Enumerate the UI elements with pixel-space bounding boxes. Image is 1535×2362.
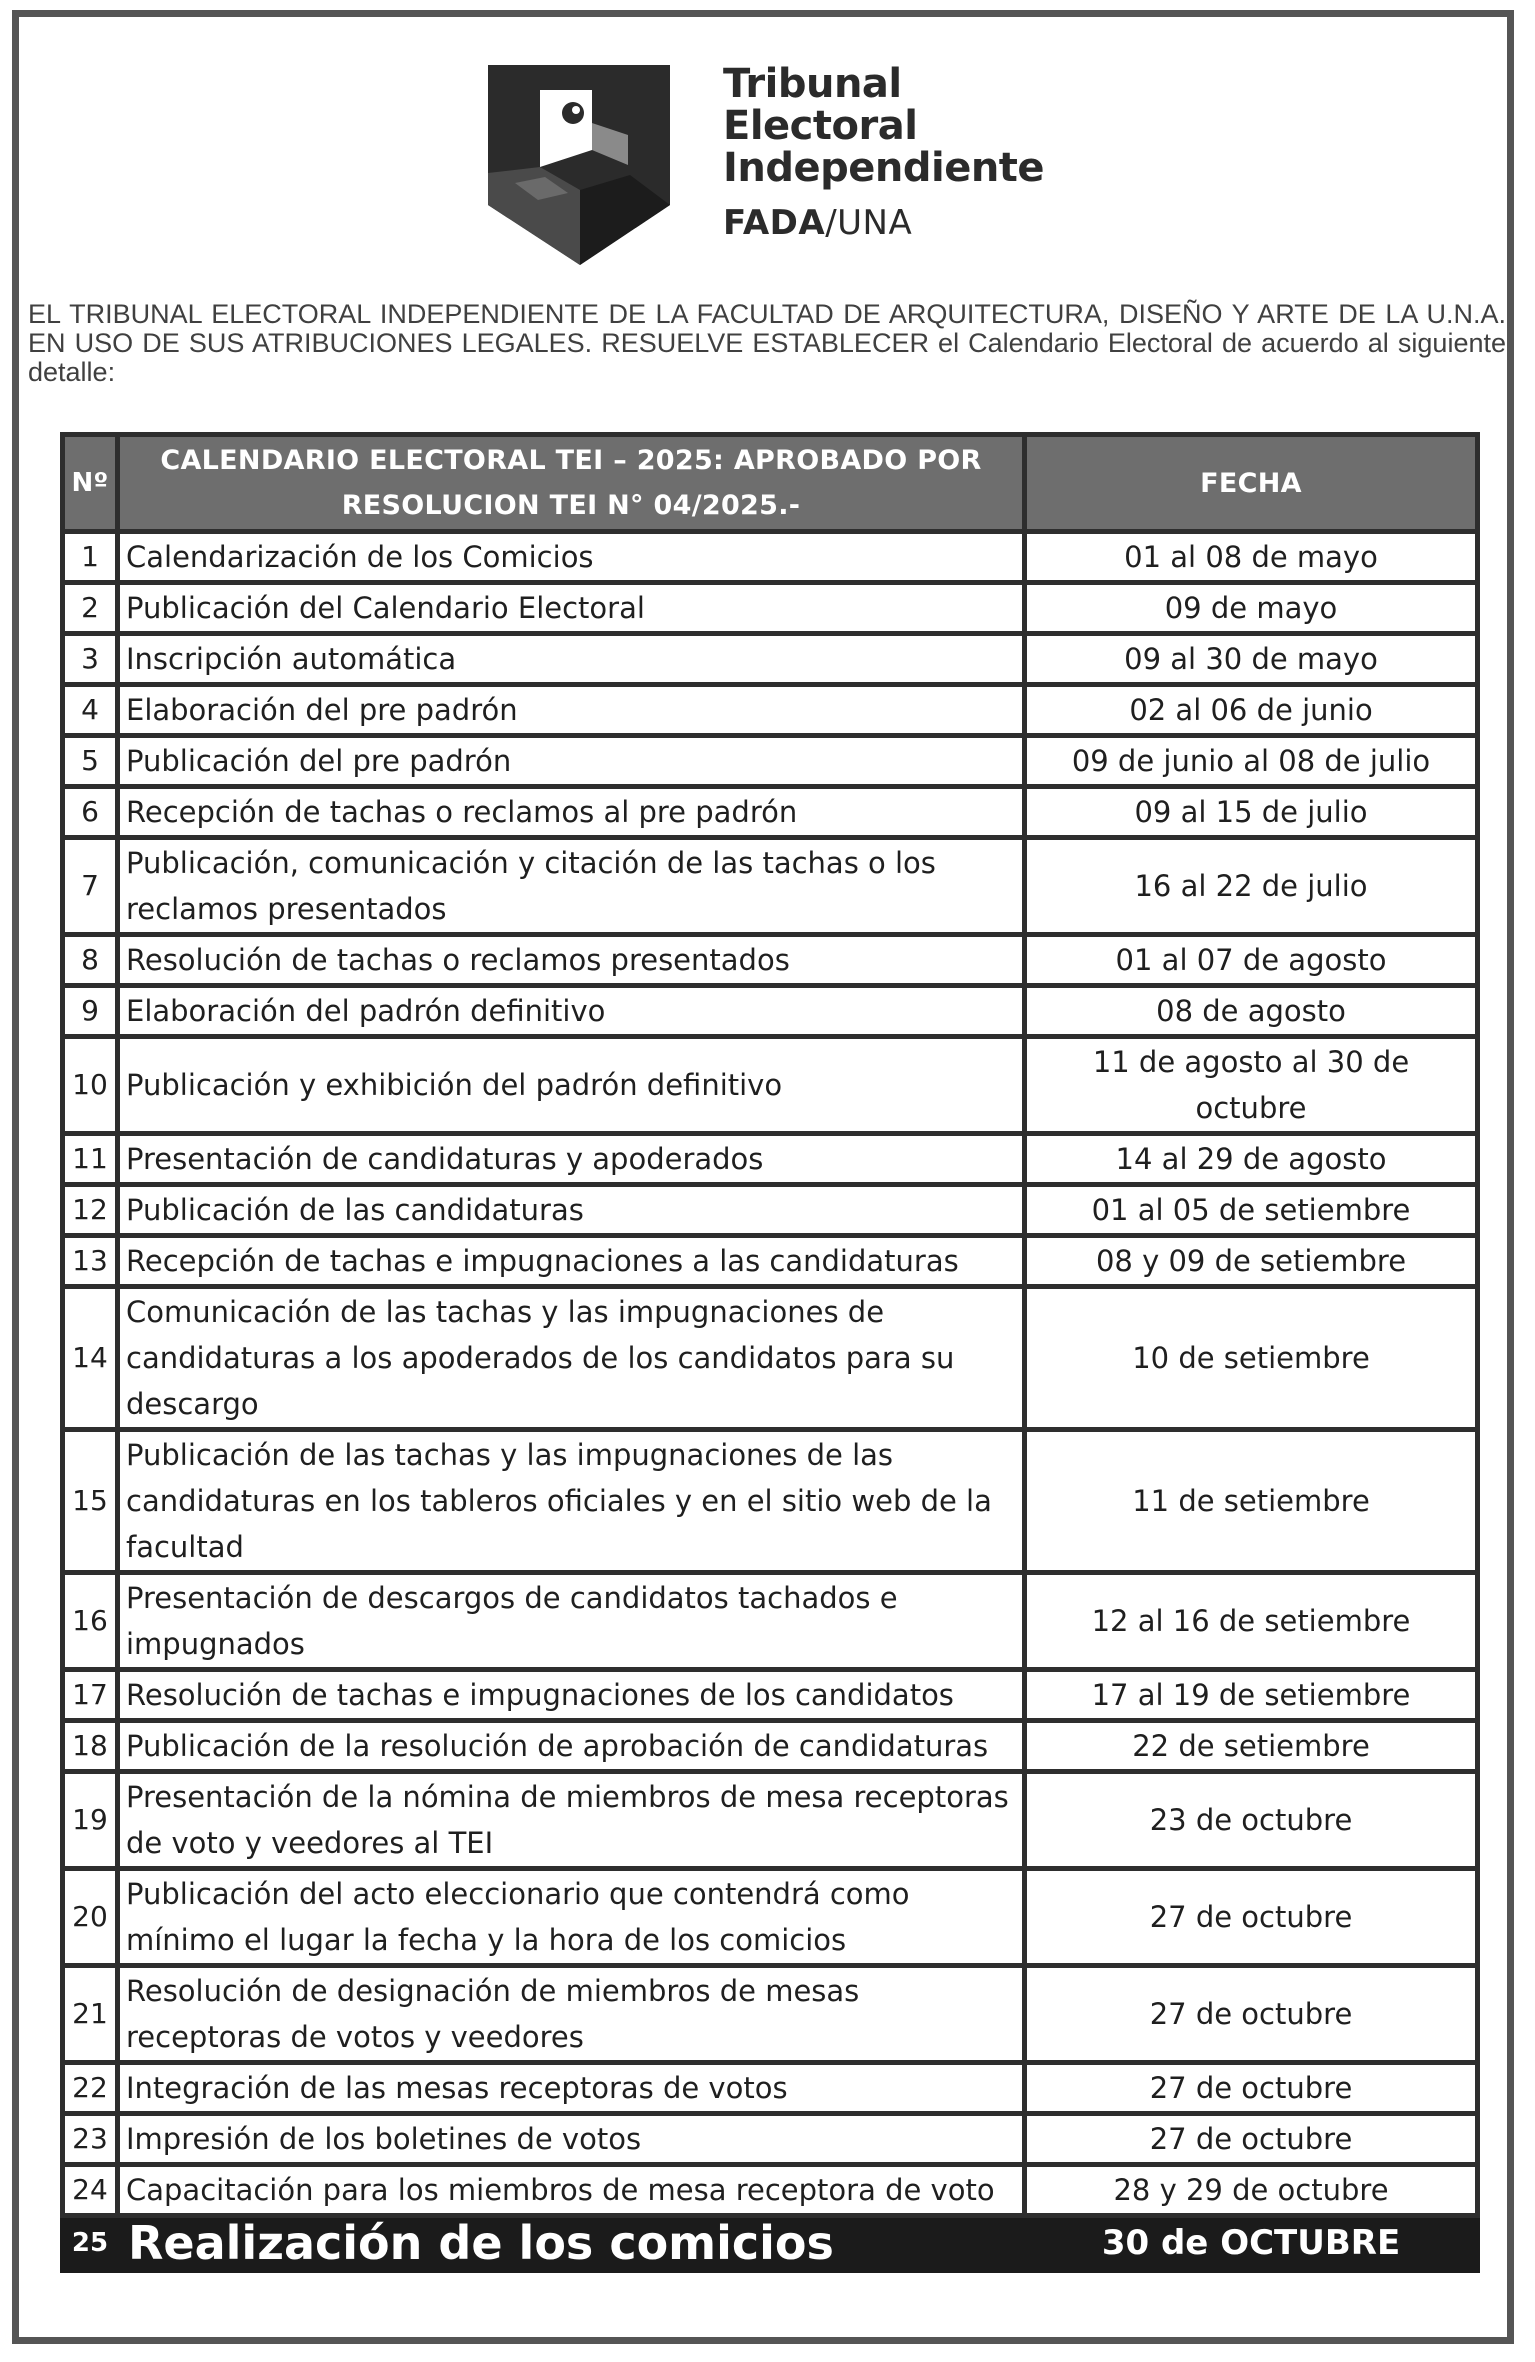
logo-fada-una — [723, 203, 1044, 243]
row-activity: Presentación de la nómina de miembros de mesa receptoras de voto y veedores al TEI — [118, 1772, 1025, 1869]
row-number: 11 — [63, 1134, 118, 1185]
row-number: 16 — [63, 1573, 118, 1670]
row-activity: Recepción de tachas e impugnaciones a las candidaturas — [118, 1236, 1025, 1287]
row-date: 28 y 29 de octubre — [1025, 2165, 1478, 2216]
logo-fada: FADA — [723, 203, 826, 243]
row-number: 2 — [63, 583, 118, 634]
row-number: 19 — [63, 1772, 118, 1869]
header-date: FECHA — [1025, 435, 1478, 532]
logo-line-independiente: Independiente — [723, 145, 1045, 191]
row-activity: Impresión de los boletines de votos — [118, 2114, 1025, 2165]
row-activity: Presentación de candidaturas y apoderados — [118, 1134, 1025, 1185]
table-row — [63, 1287, 1478, 1430]
row-number: 25 — [63, 2216, 118, 2271]
table-row — [63, 2063, 1478, 2114]
row-date: 27 de octubre — [1025, 1869, 1478, 1966]
row-activity: Realización de los comicios — [118, 2216, 1025, 2271]
table-row — [63, 583, 1478, 634]
row-number: 21 — [63, 1966, 118, 2063]
table-row — [63, 838, 1478, 935]
row-date: 14 al 29 de agosto — [1025, 1134, 1478, 1185]
logo-line-tribunal: Tribunal — [723, 61, 902, 107]
table-row — [63, 935, 1478, 986]
row-date: 23 de octubre — [1025, 1772, 1478, 1869]
header-number: Nº — [63, 435, 118, 532]
row-activity: Comunicación de las tachas y las impugnaciones de candidaturas a los apoderados de los candidatos para su descargo — [118, 1287, 1025, 1430]
row-date: 01 al 05 de setiembre — [1025, 1185, 1478, 1236]
row-number: 3 — [63, 634, 118, 685]
table-row — [63, 1037, 1478, 1134]
table-row — [63, 532, 1478, 583]
row-activity: Resolución de tachas e impugnaciones de los candidatos — [118, 1670, 1025, 1721]
row-date: 30 de OCTUBRE — [1025, 2216, 1478, 2271]
row-number: 6 — [63, 787, 118, 838]
logo-una: UNA — [837, 203, 913, 243]
row-date: 08 y 09 de setiembre — [1025, 1236, 1478, 1287]
row-activity: Publicación del Calendario Electoral — [118, 583, 1025, 634]
table-row — [63, 736, 1478, 787]
row-number: 4 — [63, 685, 118, 736]
row-activity: Publicación de la resolución de aprobación de candidaturas — [118, 1721, 1025, 1772]
row-date: 09 de mayo — [1025, 583, 1478, 634]
table-row — [63, 1670, 1478, 1721]
row-date: 22 de setiembre — [1025, 1721, 1478, 1772]
row-date: 09 al 30 de mayo — [1025, 634, 1478, 685]
row-date: 27 de octubre — [1025, 1966, 1478, 2063]
header-title — [118, 435, 1025, 532]
table-row — [63, 685, 1478, 736]
row-number: 20 — [63, 1869, 118, 1966]
row-date: 10 de setiembre — [1025, 1287, 1478, 1430]
row-activity: Publicación de las tachas y las impugnaciones de las candidaturas en los tableros oficiales y en el sitio web de la facultad — [118, 1430, 1025, 1573]
intro-paragraph: EL TRIBUNAL ELECTORAL INDEPENDIENTE DE LA FACULTAD DE ARQUITECTURA, DISEÑO Y ARTE DE LA U.N.A. EN USO DE SUS ATRIBUCIONES LEGALES. RESUELVE ESTABLECER el Calendario Electoral de acuerdo al siguiente detalle: — [28, 299, 1506, 387]
row-date: 01 al 08 de mayo — [1025, 532, 1478, 583]
table-row — [63, 787, 1478, 838]
row-number: 1 — [63, 532, 118, 583]
row-number: 12 — [63, 1185, 118, 1236]
header-title-line-1: CALENDARIO ELECTORAL TEI – 2025: APROBADO POR — [160, 445, 982, 476]
row-activity: Inscripción automática — [118, 634, 1025, 685]
table-row — [63, 1430, 1478, 1573]
table-row — [63, 1772, 1478, 1869]
row-number: 17 — [63, 1670, 118, 1721]
row-date: 27 de octubre — [1025, 2063, 1478, 2114]
row-number: 24 — [63, 2165, 118, 2216]
row-activity: Recepción de tachas o reclamos al pre padrón — [118, 787, 1025, 838]
row-date: 09 de junio al 08 de julio — [1025, 736, 1478, 787]
row-date: 16 al 22 de julio — [1025, 838, 1478, 935]
table-row — [63, 2165, 1478, 2216]
table-header-row — [63, 435, 1478, 532]
row-activity: Integración de las mesas receptoras de votos — [118, 2063, 1025, 2114]
row-number: 13 — [63, 1236, 118, 1287]
row-activity: Calendarización de los Comicios — [118, 532, 1025, 583]
row-number: 14 — [63, 1287, 118, 1430]
row-date: 02 al 06 de junio — [1025, 685, 1478, 736]
row-number: 7 — [63, 838, 118, 935]
row-date: 27 de octubre — [1025, 2114, 1478, 2165]
row-activity: Publicación de las candidaturas — [118, 1185, 1025, 1236]
row-number: 22 — [63, 2063, 118, 2114]
row-activity: Presentación de descargos de candidatos tachados e impugnados — [118, 1573, 1025, 1670]
table-row — [63, 1869, 1478, 1966]
electoral-calendar-table — [60, 432, 1480, 2273]
row-activity: Publicación y exhibición del padrón definitivo — [118, 1037, 1025, 1134]
row-activity: Publicación del pre padrón — [118, 736, 1025, 787]
row-number: 5 — [63, 736, 118, 787]
row-date: 09 al 15 de julio — [1025, 787, 1478, 838]
row-date: 17 al 19 de setiembre — [1025, 1670, 1478, 1721]
row-activity: Elaboración del pre padrón — [118, 685, 1025, 736]
row-date: 12 al 16 de setiembre — [1025, 1573, 1478, 1670]
row-activity: Publicación del acto eleccionario que contendrá como mínimo el lugar la fecha y la hora de los comicios — [118, 1869, 1025, 1966]
row-date: 01 al 07 de agosto — [1025, 935, 1478, 986]
tribunal-logo-icon — [480, 55, 680, 270]
logo-line-electoral: Electoral — [723, 103, 918, 149]
table-body — [63, 532, 1478, 2271]
row-date: 08 de agosto — [1025, 986, 1478, 1037]
table-row — [63, 2216, 1478, 2271]
logo-separator: / — [825, 203, 838, 243]
row-number: 10 — [63, 1037, 118, 1134]
table-row — [63, 1134, 1478, 1185]
row-date: 11 de setiembre — [1025, 1430, 1478, 1573]
table-row — [63, 1236, 1478, 1287]
table-row — [63, 986, 1478, 1037]
table-row — [63, 2114, 1478, 2165]
row-number: 15 — [63, 1430, 118, 1573]
table-row — [63, 1721, 1478, 1772]
row-date: 11 de agosto al 30 de octubre — [1025, 1037, 1478, 1134]
row-activity: Capacitación para los miembros de mesa receptora de voto — [118, 2165, 1025, 2216]
table-row — [63, 1966, 1478, 2063]
logo — [480, 55, 1080, 275]
table-row — [63, 1573, 1478, 1670]
logo-wordmark — [723, 63, 1044, 243]
header-title-line-2: RESOLUCION TEI N° 04/2025.- — [341, 490, 801, 521]
table-row — [63, 1185, 1478, 1236]
row-activity: Publicación, comunicación y citación de las tachas o los reclamos presentados — [118, 838, 1025, 935]
table-row — [63, 634, 1478, 685]
row-activity: Resolución de tachas o reclamos presentados — [118, 935, 1025, 986]
row-number: 9 — [63, 986, 118, 1037]
row-activity: Resolución de designación de miembros de mesas receptoras de votos y veedores — [118, 1966, 1025, 2063]
row-number: 18 — [63, 1721, 118, 1772]
row-number: 8 — [63, 935, 118, 986]
row-activity: Elaboración del padrón definitivo — [118, 986, 1025, 1037]
row-number: 23 — [63, 2114, 118, 2165]
